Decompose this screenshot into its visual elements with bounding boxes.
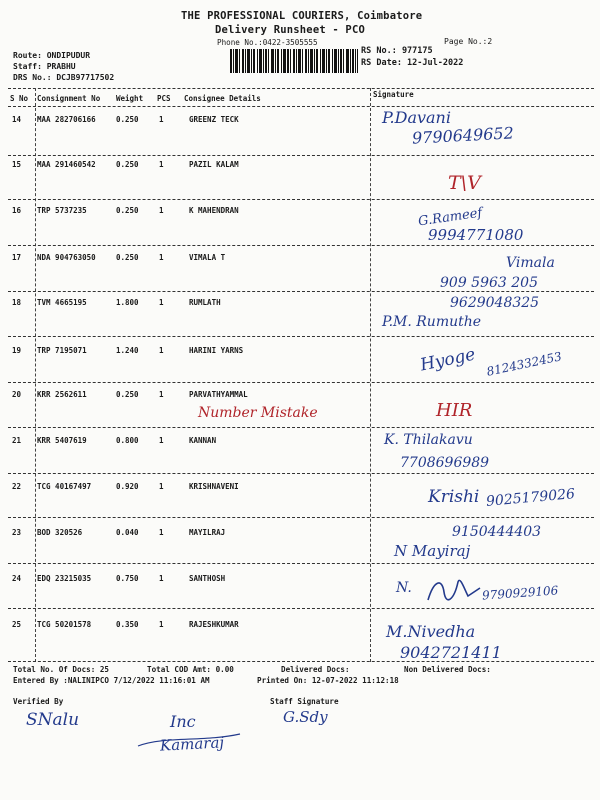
sheet-title: Delivery Runsheet - PCO xyxy=(215,24,365,36)
staff-label: Staff: PRABHU xyxy=(13,62,76,71)
row-weight: 0.250 xyxy=(116,160,139,169)
row-rule xyxy=(8,517,594,518)
drs-number: DRS No.: DCJB97717502 xyxy=(13,73,115,82)
signature-underline xyxy=(134,728,244,754)
verified-signature: SNalu xyxy=(26,710,80,730)
row-pcs: 1 xyxy=(159,160,164,169)
rs-date: RS Date: 12-Jul-2022 xyxy=(361,58,464,68)
row-consignment: MAA 282706166 xyxy=(37,115,96,124)
row-consignment: BOD 320526 xyxy=(37,528,83,537)
row-sno: 15 xyxy=(12,160,22,169)
row-weight: 0.250 xyxy=(116,253,139,262)
row-consignee: RAJESHKUMAR xyxy=(189,620,239,629)
row-pcs: 1 xyxy=(159,436,164,445)
row-signature-phone: 8124332453 xyxy=(485,349,563,379)
row-signature-name: P.M. Rumuthe xyxy=(382,314,482,330)
row-signature: K. Thilakavu xyxy=(384,432,473,448)
header-rule-top xyxy=(8,88,594,89)
row-sno: 18 xyxy=(12,298,22,307)
row-sno: 25 xyxy=(12,620,22,629)
row-sno: 16 xyxy=(12,206,22,215)
row-sno: 17 xyxy=(12,253,22,262)
row-signature: HIR xyxy=(436,400,473,421)
row-rule xyxy=(8,245,594,246)
row-rule xyxy=(8,291,594,292)
row-pcs: 1 xyxy=(159,620,164,629)
row-weight: 0.750 xyxy=(116,574,139,583)
col-consignee: Consignee Details xyxy=(184,94,261,103)
barcode-image xyxy=(230,49,358,73)
row-signature-phone: 9994771080 xyxy=(428,226,524,244)
col-pcs: PCS xyxy=(157,94,171,103)
row-consignment: TCG 50201578 xyxy=(37,620,92,629)
row-consignee: RUMLATH xyxy=(189,298,221,307)
row-pcs: 1 xyxy=(159,528,164,537)
extra-signature: Inc xyxy=(170,712,196,731)
row-pcs: 1 xyxy=(159,574,164,583)
row-signature: T\V xyxy=(448,172,481,194)
row-consignment: MAA 291460542 xyxy=(37,160,96,169)
row-note: Number Mistake xyxy=(198,405,318,421)
row-rule xyxy=(8,608,594,609)
row-weight: 0.250 xyxy=(116,115,139,124)
row-sno: 20 xyxy=(12,390,22,399)
row-rule xyxy=(8,155,594,156)
row-weight: 1.800 xyxy=(116,298,139,307)
row-rule xyxy=(8,382,594,383)
row-consignee: KANNAN xyxy=(189,436,217,445)
row-weight: 0.800 xyxy=(116,436,139,445)
row-consignment: KRR 2562611 xyxy=(37,390,87,399)
row-sno: 21 xyxy=(12,436,22,445)
row-signature: Krishi xyxy=(428,487,480,507)
row-rule xyxy=(8,336,594,337)
row-consignment: TCG 40167497 xyxy=(37,482,92,491)
row-signature: Vimala xyxy=(506,255,555,271)
row-rule xyxy=(8,473,594,474)
col-signature: Signature xyxy=(373,90,414,99)
row-sno: 14 xyxy=(12,115,22,124)
row-weight: 0.040 xyxy=(116,528,139,537)
row-consignee: KRISHNAVENI xyxy=(189,482,239,491)
row-consignment: NDA 904763050 xyxy=(37,253,96,262)
row-sno: 23 xyxy=(12,528,22,537)
row-weight: 0.250 xyxy=(116,206,139,215)
row-pcs: 1 xyxy=(159,253,164,262)
row-consignee: K MAHENDRAN xyxy=(189,206,239,215)
rs-number: RS No.: 977175 xyxy=(361,46,433,56)
row-signature: M.Nivedha xyxy=(386,622,476,641)
row-rule xyxy=(8,661,594,662)
row-sno: 19 xyxy=(12,346,22,355)
row-signature-phone: 9150444403 xyxy=(452,524,542,540)
row-consignment: TVM 4665195 xyxy=(37,298,87,307)
row-rule xyxy=(8,563,594,564)
col-weight: Weight xyxy=(116,94,144,103)
row-consignee: MAYILRAJ xyxy=(189,528,226,537)
row-consignment: TRP 5737235 xyxy=(37,206,87,215)
printed-on: Printed On: 12-07-2022 11:12:18 xyxy=(257,676,399,685)
row-consignment: KRR 5407619 xyxy=(37,436,87,445)
row-pcs: 1 xyxy=(159,390,164,399)
row-consignee: PAZIL KALAM xyxy=(189,160,239,169)
row-weight: 0.920 xyxy=(116,482,139,491)
row-rule xyxy=(8,199,594,200)
row-pcs: 1 xyxy=(159,206,164,215)
row-consignment: TRP 7195071 xyxy=(37,346,87,355)
row-signature: G.Rameef xyxy=(417,205,484,230)
col-consignment: Consignment No xyxy=(37,94,101,103)
row-signature-phone: 909 5963 205 xyxy=(440,275,538,291)
row-consignee: SANTHOSH xyxy=(189,574,226,583)
row-consignee: VIMALA T xyxy=(189,253,226,262)
row-pcs: 1 xyxy=(159,298,164,307)
staff-signature: G.Sdy xyxy=(283,708,328,726)
column-divider xyxy=(370,88,371,662)
row-signature: 9629048325 xyxy=(450,295,540,311)
total-cod: Total COD Amt: 0.00 xyxy=(147,665,234,674)
row-signature: P.Davani xyxy=(382,108,451,127)
header-rule-bottom xyxy=(8,106,594,107)
delivered-docs: Delivered Docs: xyxy=(281,665,350,674)
row-sno: 22 xyxy=(12,482,22,491)
row-signature: Hyoge xyxy=(418,344,478,376)
extra-signature-name: Kamaraj xyxy=(159,733,225,755)
row-pcs: 1 xyxy=(159,115,164,124)
entered-by: Entered By :NALINIPCO 7/12/2022 11:16:01 AM xyxy=(13,676,210,685)
page-number: Page No.:2 xyxy=(444,37,493,46)
route-label: Route: ONDIPUDUR xyxy=(13,51,91,60)
column-divider xyxy=(35,88,36,662)
row-consignee: HARINI YARNS xyxy=(189,346,244,355)
row-signature-phone: 9790649652 xyxy=(411,123,515,148)
row-sno: 24 xyxy=(12,574,22,583)
row-signature-phone: 9790929106 xyxy=(481,583,559,603)
total-docs: Total No. Of Docs: 25 xyxy=(13,665,110,674)
col-sno: S No xyxy=(10,94,29,103)
row-pcs: 1 xyxy=(159,482,164,491)
row-signature-phone: 9042721411 xyxy=(400,643,502,662)
row-weight: 0.350 xyxy=(116,620,139,629)
row-consignee: GREENZ TECK xyxy=(189,115,239,124)
signature-scrawl xyxy=(424,570,484,610)
row-pcs: 1 xyxy=(159,346,164,355)
row-rule xyxy=(8,427,594,428)
staff-signature-label: Staff Signature xyxy=(270,697,339,706)
non-delivered-docs: Non Delivered Docs: xyxy=(404,665,491,674)
row-signature-phone: 7708696989 xyxy=(400,455,490,471)
row-consignment: EDQ 23215035 xyxy=(37,574,92,583)
verified-by-label: Verified By xyxy=(13,697,64,706)
company-title: THE PROFESSIONAL COURIERS, Coimbatore xyxy=(181,10,423,22)
row-consignee: PARVATHYAMMAL xyxy=(189,390,248,399)
row-signature-phone: 9025179026 xyxy=(485,486,576,510)
phone-number: Phone No.:0422-3505555 xyxy=(217,38,318,47)
row-signature: N. xyxy=(396,580,412,596)
row-weight: 0.250 xyxy=(116,390,139,399)
row-weight: 1.240 xyxy=(116,346,139,355)
row-signature: N Mayiraj xyxy=(394,542,471,560)
